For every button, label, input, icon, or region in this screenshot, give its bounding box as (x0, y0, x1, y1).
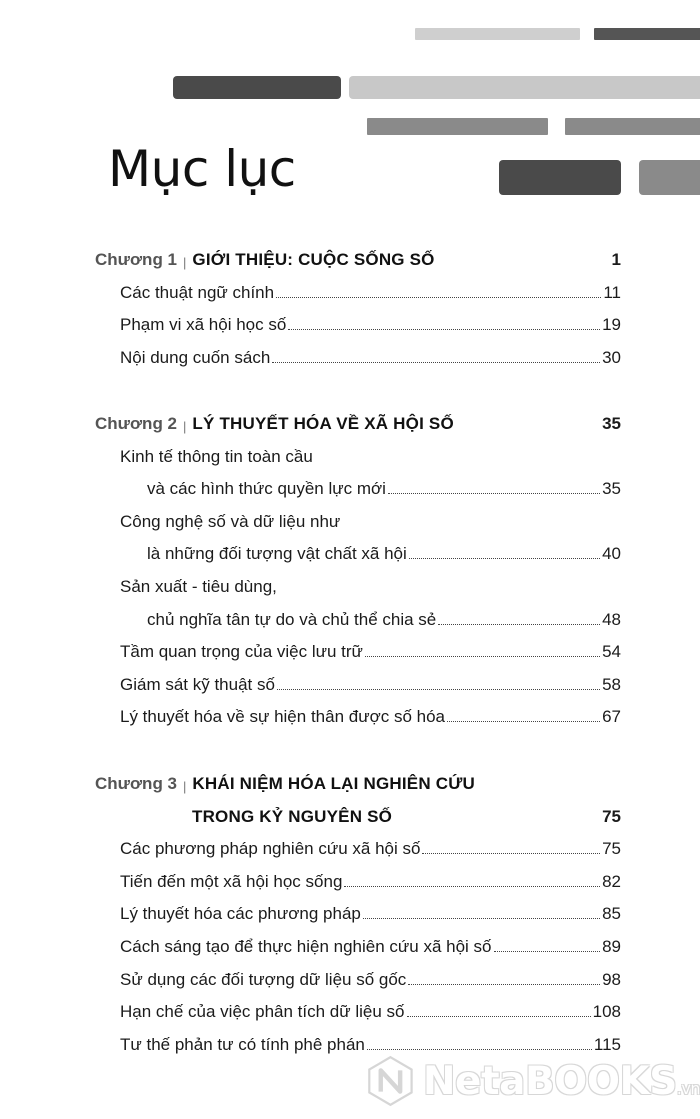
toc-entry (120, 868, 621, 892)
entry-title: Sử dụng các đối tượng dữ liệu số gốc (120, 969, 407, 989)
chapter-separator: | (183, 779, 187, 794)
entry-page-number: 58 (602, 674, 621, 694)
dot-leader (277, 689, 600, 690)
entry-title: Lý thuyết hóa về sự hiện thân được số hóa (120, 707, 446, 727)
entry-title: Tầm quan trọng của việc lưu trữ (120, 642, 363, 662)
chapter-label: Chương 1 (95, 250, 178, 269)
dot-leader (344, 886, 600, 887)
toc-entry (120, 933, 621, 957)
toc-entry (120, 966, 621, 990)
chapter-label: Chương 3 (95, 774, 178, 793)
entry-title: Kinh tế thông tin toàn cầu (120, 446, 313, 466)
entry-title: Nội dung cuốn sách (120, 347, 271, 367)
toc-entry (120, 311, 621, 335)
entry-title: Các thuật ngữ chính (120, 282, 275, 302)
toc-entry (147, 606, 621, 630)
chapter-title: TRONG KỶ NGUYÊN SỐ (192, 806, 393, 826)
chapter-heading (95, 410, 621, 434)
entry-page-number: 98 (602, 969, 621, 989)
chapter-page-number: 1 (611, 250, 621, 269)
toc-entry (120, 508, 621, 532)
chapter-title: LÝ THUYẾT HÓA VỀ XÃ HỘI SỐ (192, 414, 454, 433)
entry-title: chủ nghĩa tân tự do và chủ thể chia sẻ (147, 609, 437, 629)
entry-title: Phạm vi xã hội học số (120, 315, 287, 335)
dot-leader (438, 624, 600, 625)
dot-leader (408, 984, 600, 985)
chapter-heading (95, 770, 621, 794)
entry-page-number: 89 (602, 937, 621, 956)
toc-entry (120, 998, 621, 1022)
netabooks-logo-icon (364, 1051, 417, 1111)
entry-title: Công nghệ số và dữ liệu như (120, 511, 341, 531)
toc-entry (120, 573, 621, 597)
entry-page-number: 30 (602, 347, 621, 367)
toc-entry (120, 344, 621, 368)
dot-leader (447, 721, 600, 722)
dot-leader (494, 951, 601, 952)
chapter-heading (95, 246, 621, 270)
toc-entry (120, 279, 621, 303)
watermark (364, 1046, 700, 1116)
entry-title: Lý thuyết hóa các phương pháp (120, 904, 361, 924)
entry-page-number: 54 (602, 642, 621, 662)
entry-page-number: 115 (593, 1034, 621, 1054)
entry-title: Sản xuất - tiêu dùng, (120, 577, 277, 596)
entry-title: Tiến đến một xã hội học sống (120, 871, 343, 891)
chapter-heading (192, 803, 621, 827)
entry-page-number: 48 (602, 609, 621, 629)
dot-leader (276, 297, 601, 298)
chapter-separator: | (183, 419, 187, 434)
entry-page-number: 19 (602, 315, 621, 335)
entry-page-number: 35 (602, 479, 621, 499)
toc-entry (147, 540, 621, 564)
entry-page-number: 75 (602, 839, 621, 859)
chapter-page-number: 35 (602, 414, 621, 433)
entry-page-number: 67 (602, 707, 621, 727)
entry-title: và các hình thức quyền lực mới (147, 479, 386, 499)
dot-leader (365, 656, 600, 657)
chapter-page-number: 75 (602, 806, 621, 826)
chapter-title: KHÁI NIỆM HÓA LẠI NGHIÊN CỨU (192, 774, 475, 793)
entry-page-number: 11 (603, 282, 621, 302)
dot-leader (272, 362, 600, 363)
entry-page-number: 85 (602, 904, 621, 924)
entry-title: là những đối tượng vật chất xã hội (147, 544, 407, 564)
dot-leader (388, 493, 600, 494)
chapter-label: Chương 2 (95, 414, 178, 433)
dot-leader (288, 329, 600, 330)
entry-title: Hạn chế của việc phân tích dữ liệu số (120, 1002, 405, 1022)
toc-entry (120, 671, 621, 695)
toc-entry (120, 703, 621, 727)
page-title: Mục lục (108, 140, 296, 198)
dot-leader (409, 558, 600, 559)
watermark-brand: NetaBOOKS.vn (422, 1058, 700, 1104)
entry-page-number: 40 (602, 544, 621, 564)
toc-entry (120, 638, 621, 662)
dot-leader (407, 1016, 591, 1017)
entry-title: Giám sát kỹ thuật số (120, 674, 275, 694)
entry-title: Cách sáng tạo để thực hiện nghiên cứu xã hội số (120, 937, 492, 956)
entry-page-number: 108 (592, 1002, 621, 1022)
chapter-separator: | (183, 255, 187, 270)
chapter-title: GIỚI THIỆU: CUỘC SỐNG SỐ (192, 250, 435, 269)
entry-title: Các phương pháp nghiên cứu xã hội số (120, 839, 421, 859)
toc-entry (120, 835, 621, 859)
entry-page-number: 82 (602, 871, 621, 891)
toc-entry (120, 900, 621, 924)
dot-leader (363, 918, 600, 919)
toc-entry (120, 443, 621, 467)
entry-title: Tư thế phản tư có tính phê phán (120, 1034, 365, 1054)
toc-entry (147, 475, 621, 499)
dot-leader (422, 853, 600, 854)
